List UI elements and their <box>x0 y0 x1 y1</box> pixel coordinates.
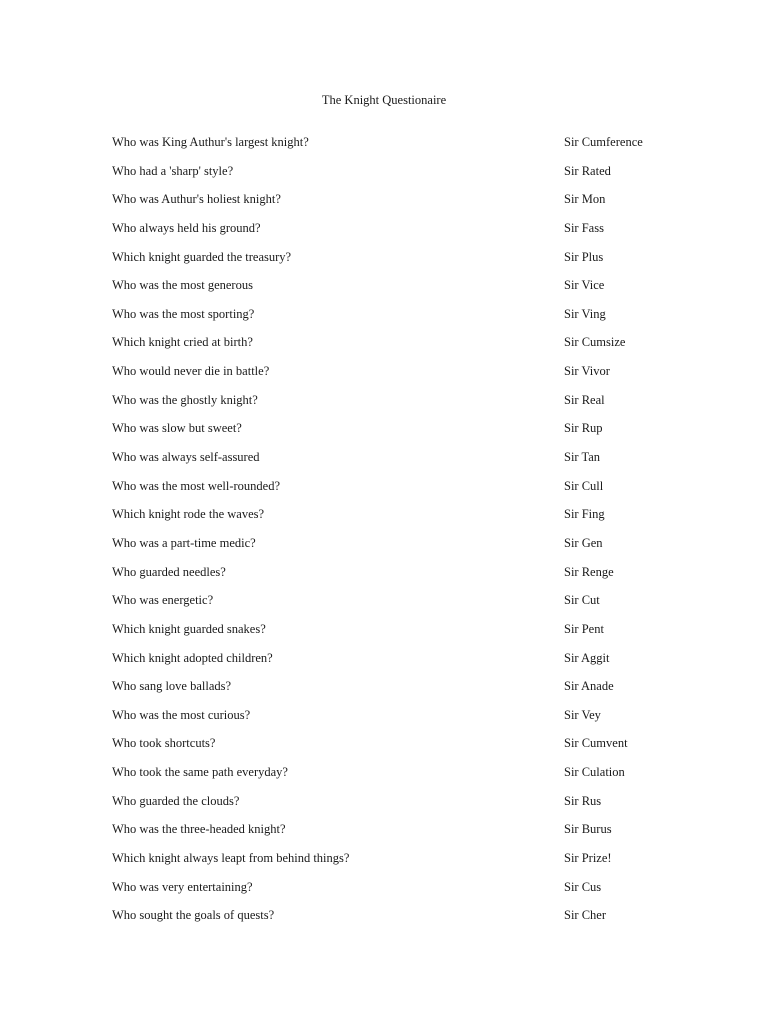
answer-text: Sir Cut <box>564 593 600 608</box>
question-text: Who was the most sporting? <box>112 306 255 321</box>
answer-text: Sir Mon <box>564 192 606 207</box>
answer-text: Sir Fass <box>564 220 604 235</box>
answer-text: Sir Plus <box>564 249 604 264</box>
question-text: Who was the three-headed knight? <box>112 822 286 837</box>
qa-row <box>112 678 672 707</box>
qa-row <box>112 277 672 306</box>
answer-text: Sir Real <box>564 392 605 407</box>
qa-row <box>112 420 672 449</box>
answer-text: Sir Cull <box>564 478 604 493</box>
qa-row <box>112 191 672 220</box>
qa-row <box>112 821 672 850</box>
question-text: Who sang love ballads? <box>112 679 232 694</box>
answer-text: Sir Rup <box>564 421 603 436</box>
qa-row <box>112 650 672 679</box>
question-text: Who was the most well-rounded? <box>112 478 281 493</box>
question-text: Who was energetic? <box>112 593 214 608</box>
answer-text: Sir Vice <box>564 278 605 293</box>
question-text: Who was very entertaining? <box>112 879 253 894</box>
qa-row <box>112 621 672 650</box>
question-text: Who was the most generous <box>112 278 253 293</box>
qa-row <box>112 363 672 392</box>
answer-text: Sir Fing <box>564 507 605 522</box>
qa-row <box>112 334 672 363</box>
qa-row <box>112 449 672 478</box>
question-text: Who sought the goals of quests? <box>112 908 275 923</box>
question-text: Who was the ghostly knight? <box>112 392 258 407</box>
answer-text: Sir Anade <box>564 679 614 694</box>
answer-text: Sir Culation <box>564 765 625 780</box>
answer-text: Sir Burus <box>564 822 612 837</box>
question-text: Who always held his ground? <box>112 220 261 235</box>
answer-text: Sir Gen <box>564 535 603 550</box>
question-text: Who was always self-assured <box>112 450 260 465</box>
qa-row <box>112 564 672 593</box>
qa-row <box>112 392 672 421</box>
answer-text: Sir Pent <box>564 621 604 636</box>
question-text: Who guarded the clouds? <box>112 793 240 808</box>
question-text: Which knight rode the waves? <box>112 507 265 522</box>
answer-text: Sir Renge <box>564 564 614 579</box>
answer-text: Sir Rated <box>564 163 611 178</box>
answer-text: Sir Vivor <box>564 364 610 379</box>
answer-text: Sir Cumsize <box>564 335 626 350</box>
qa-row <box>112 707 672 736</box>
question-text: Who was the most curious? <box>112 707 251 722</box>
qa-row <box>112 163 672 192</box>
answer-text: Sir Prize! <box>564 851 612 866</box>
question-text: Who was King Authur's largest knight? <box>112 135 309 149</box>
qa-row <box>112 134 672 163</box>
qa-row <box>112 506 672 535</box>
qa-row <box>112 793 672 822</box>
question-text: Who took the same path everyday? <box>112 765 288 780</box>
qa-row <box>112 879 672 908</box>
answer-text: Sir Cumference <box>564 135 643 149</box>
answer-text: Sir Aggit <box>564 650 610 665</box>
question-text: Who was slow but sweet? <box>112 421 242 436</box>
qa-row <box>112 535 672 564</box>
answer-text: Sir Tan <box>564 450 601 465</box>
answer-text: Sir Vey <box>564 707 601 722</box>
answer-text: Sir Cher <box>564 908 607 923</box>
answer-text: Sir Ving <box>564 306 606 321</box>
qa-row <box>112 478 672 507</box>
question-text: Who guarded needles? <box>112 564 226 579</box>
qa-row <box>112 907 672 936</box>
question-text: Which knight adopted children? <box>112 650 273 665</box>
question-text: Which knight guarded the treasury? <box>112 249 292 264</box>
question-text: Who would never die in battle? <box>112 364 270 379</box>
answer-text: Sir Rus <box>564 793 602 808</box>
qa-row <box>112 592 672 621</box>
answer-text: Sir Cus <box>564 879 602 894</box>
question-text: Which knight always leapt from behind things? <box>112 851 350 866</box>
qa-row <box>112 735 672 764</box>
qa-list <box>112 134 672 936</box>
question-text: Who was a part-time medic? <box>112 535 256 550</box>
question-text: Who took shortcuts? <box>112 736 216 751</box>
qa-row <box>112 220 672 249</box>
qa-row <box>112 764 672 793</box>
page-title: The Knight Questionaire <box>321 93 447 107</box>
qa-row <box>112 850 672 879</box>
question-text: Which knight guarded snakes? <box>112 621 266 636</box>
question-text: Which knight cried at birth? <box>112 335 253 350</box>
question-text: Who had a 'sharp' style? <box>112 163 234 178</box>
answer-text: Sir Cumvent <box>564 736 628 751</box>
question-text: Who was Authur's holiest knight? <box>112 192 281 207</box>
qa-row <box>112 249 672 278</box>
qa-row <box>112 306 672 335</box>
